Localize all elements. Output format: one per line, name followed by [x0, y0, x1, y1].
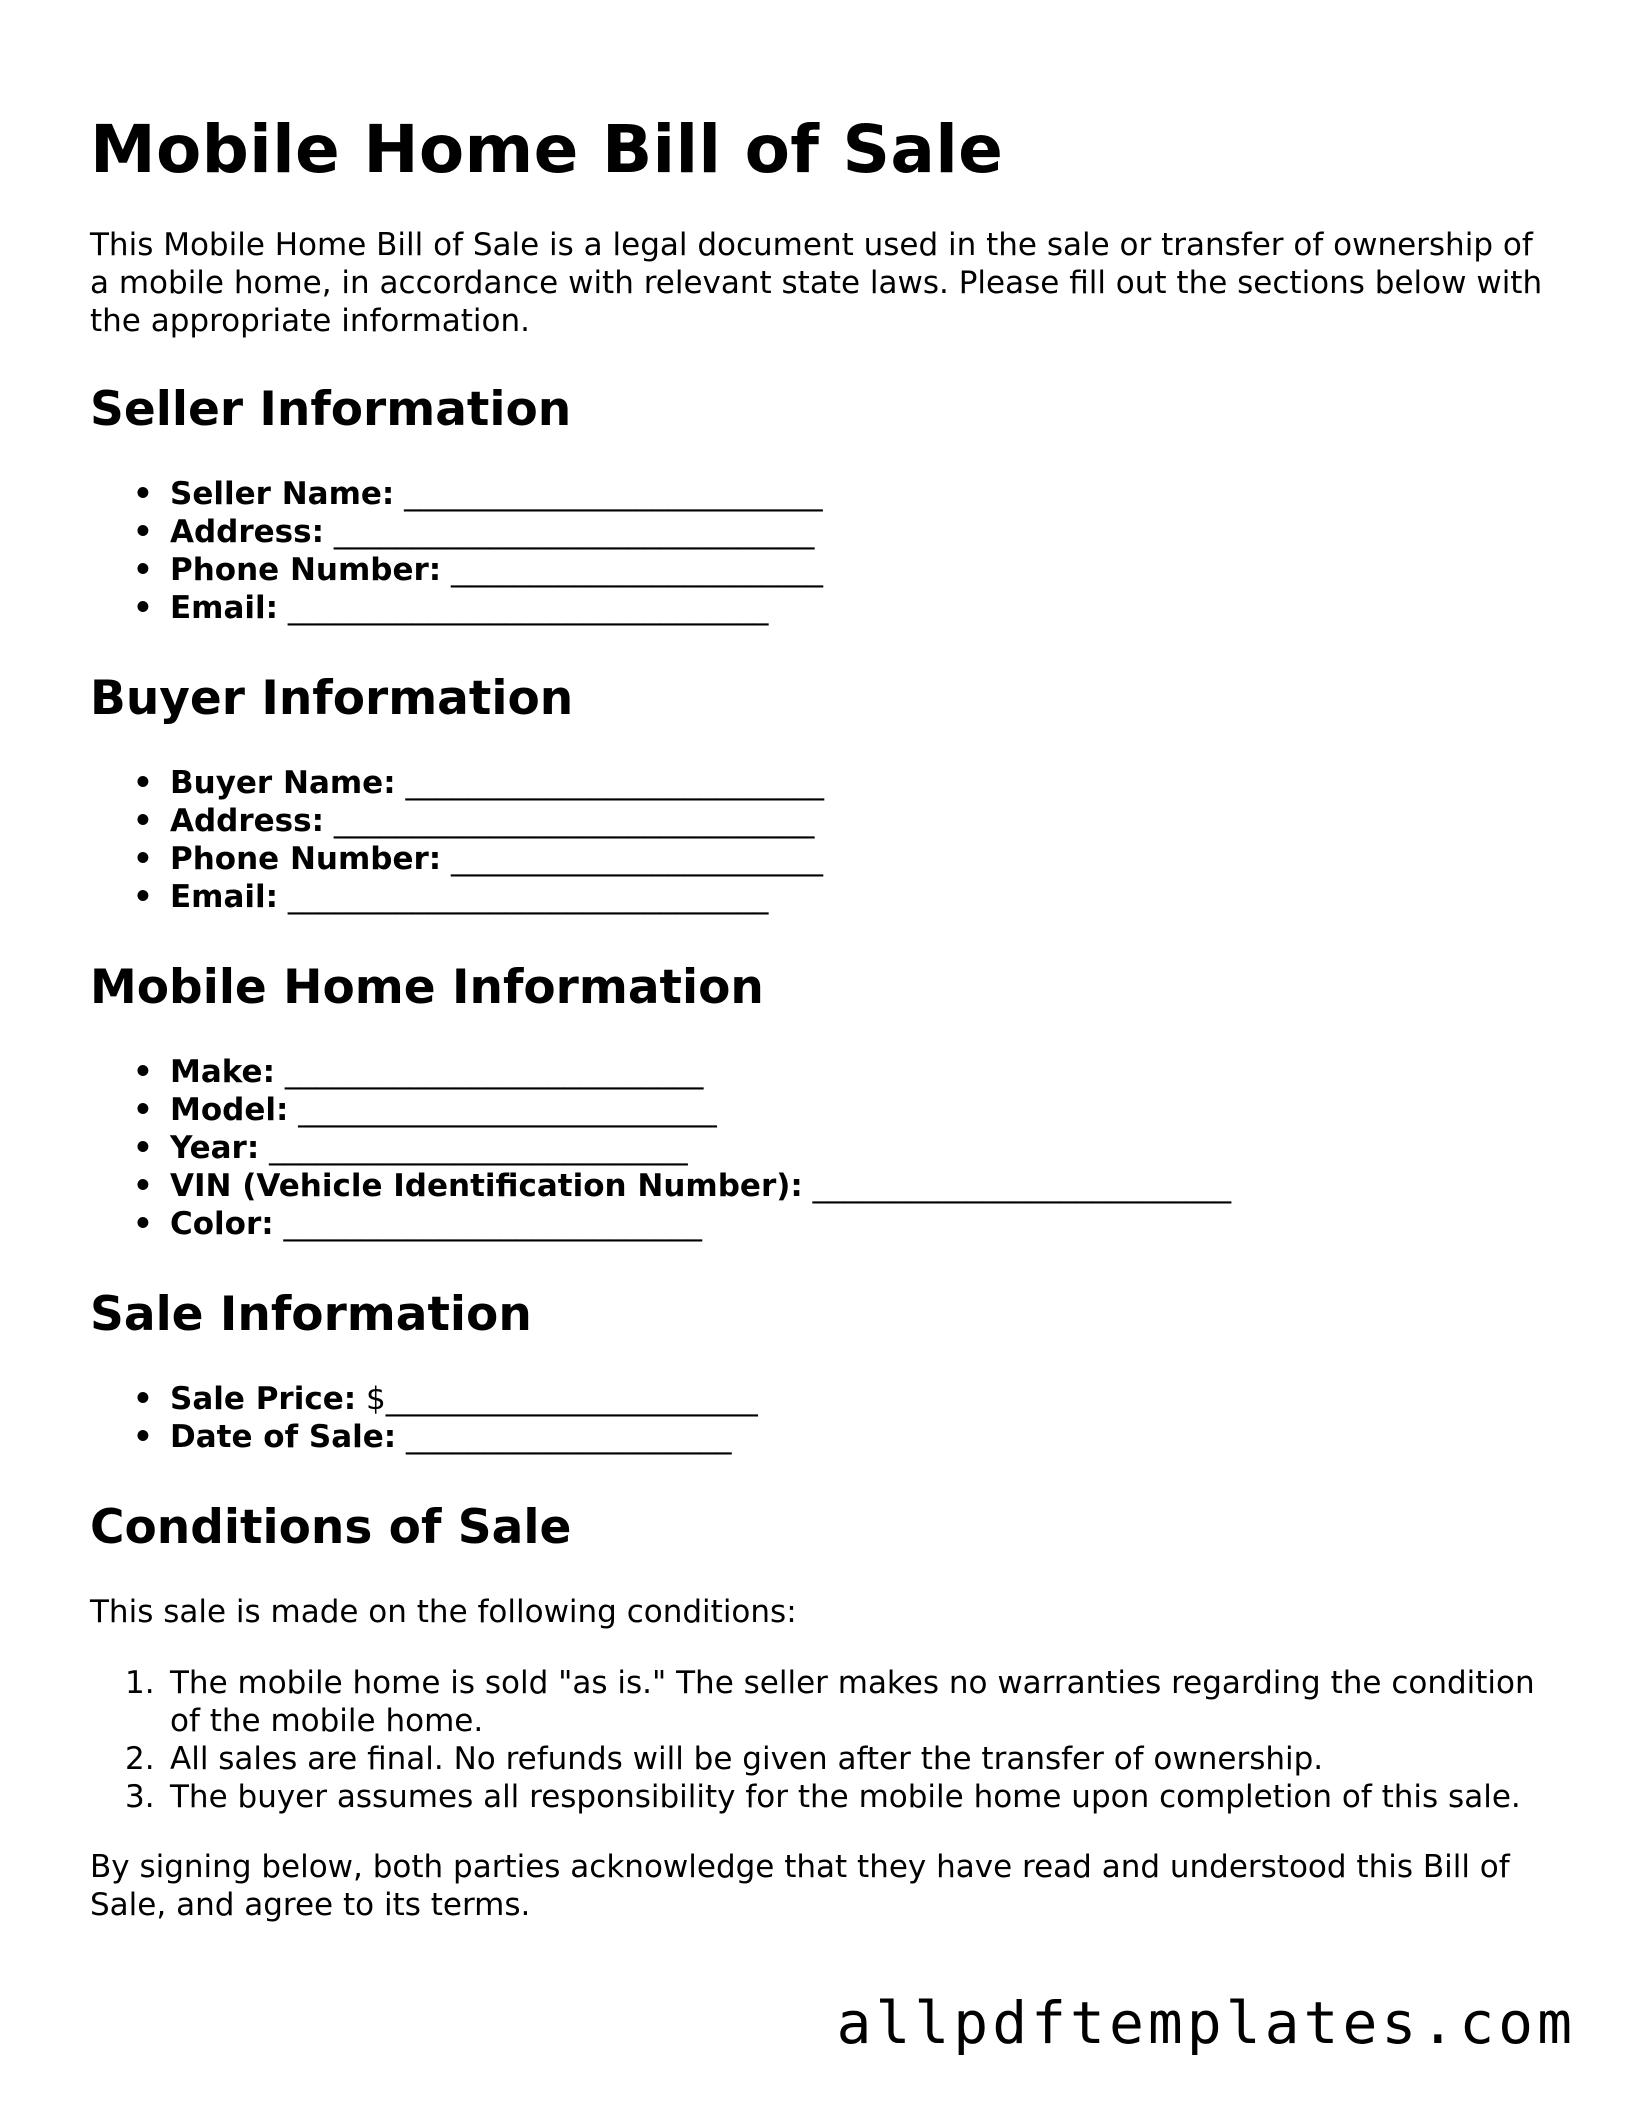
bullet-icon: •: [133, 1381, 153, 1417]
condition-item: [125, 1740, 1550, 1778]
bullet-icon: •: [133, 476, 153, 512]
field-label: Email:: [170, 879, 279, 915]
field-label: Address:: [170, 803, 324, 839]
bullet-icon: •: [133, 841, 153, 877]
field-label: Phone Number:: [170, 552, 442, 588]
bullet-icon: •: [133, 590, 153, 626]
field-label: Make:: [170, 1054, 275, 1090]
mobile-home-field-list: [90, 1053, 1550, 1243]
buyer-name-field: [133, 764, 1550, 802]
bullet-icon: •: [133, 1419, 153, 1455]
document-page: [90, 110, 1550, 1924]
field-blank[interactable]: _______________________________: [324, 514, 815, 550]
condition-item: [125, 1778, 1550, 1816]
field-label: VIN (Vehicle Identification Number):: [170, 1168, 803, 1204]
bullet-icon: •: [133, 1168, 153, 1204]
sale-date-field: [133, 1418, 1550, 1456]
seller-email-field: [133, 589, 1550, 627]
field-label: Buyer Name:: [170, 765, 396, 801]
seller-heading: Seller Information: [90, 382, 572, 437]
buyer-phone-field: [133, 840, 1550, 878]
sale-heading: Sale Information: [90, 1287, 532, 1342]
buyer-email-field: [133, 878, 1550, 916]
field-blank[interactable]: ___________________________: [395, 765, 824, 801]
mobile-home-heading: Mobile Home Information: [90, 960, 764, 1015]
intro-paragraph: This Mobile Home Bill of Sale is a legal document used in the sale or transfer of ownership of a mobile home, in accordance with relevant state laws. Please fill out the sections below with the appropriate information.: [90, 227, 1543, 339]
field-blank[interactable]: ___________________________: [394, 476, 823, 512]
field-label: Year:: [170, 1130, 260, 1166]
conditions-intro: This sale is made on the following conditions:: [90, 1594, 797, 1630]
field-blank[interactable]: ___________________________: [274, 1054, 704, 1090]
field-blank[interactable]: _______________________________: [278, 590, 769, 626]
closing-paragraph: By signing below, both parties acknowledge that they have read and understood this Bill of Sale, and agree to its terms.: [90, 1849, 1510, 1923]
buyer-address-field: [133, 802, 1550, 840]
page-title: Mobile Home Bill of Sale: [90, 111, 1004, 188]
bullet-icon: •: [133, 552, 153, 588]
buyer-heading: Buyer Information: [90, 671, 574, 726]
vin-field: [133, 1167, 1550, 1205]
sale-price-field: [133, 1380, 1550, 1418]
field-label: Model:: [170, 1092, 289, 1128]
condition-text: The buyer assumes all responsibility for the mobile home upon completion of this sale.: [170, 1779, 1521, 1815]
field-label: Address:: [170, 514, 324, 550]
bullet-icon: •: [133, 1206, 153, 1242]
make-field: [133, 1053, 1550, 1091]
field-blank[interactable]: ___________________________: [288, 1092, 717, 1128]
field-label: Color:: [170, 1206, 274, 1242]
condition-number: 3.: [125, 1779, 155, 1815]
field-blank[interactable]: ___________________________: [802, 1168, 1232, 1204]
model-field: [133, 1091, 1550, 1129]
bullet-icon: •: [133, 803, 153, 839]
bullet-icon: •: [133, 765, 153, 801]
condition-number: 2.: [125, 1741, 155, 1777]
conditions-list: [90, 1664, 1550, 1816]
bullet-icon: •: [133, 514, 153, 550]
field-blank[interactable]: ________________________: [441, 841, 824, 877]
field-blank[interactable]: _____________________: [396, 1419, 732, 1455]
color-field: [133, 1205, 1550, 1243]
year-field: [133, 1129, 1550, 1167]
condition-text: All sales are final. No refunds will be given after the transfer of ownership.: [170, 1741, 1324, 1777]
field-label: Sale Price:: [170, 1381, 357, 1417]
field-blank[interactable]: $________________________: [356, 1381, 758, 1417]
field-label: Phone Number:: [170, 841, 442, 877]
bullet-icon: •: [133, 1130, 153, 1166]
bullet-icon: •: [133, 879, 153, 915]
bullet-icon: •: [133, 1054, 153, 1090]
condition-item: [125, 1664, 1550, 1740]
field-blank[interactable]: ___________________________: [273, 1206, 703, 1242]
field-label: Email:: [170, 590, 279, 626]
conditions-heading: Conditions of Sale: [90, 1500, 572, 1555]
condition-number: 1.: [125, 1665, 155, 1701]
field-label: Seller Name:: [170, 476, 395, 512]
field-label: Date of Sale:: [170, 1419, 397, 1455]
field-blank[interactable]: _______________________________: [324, 803, 815, 839]
field-blank[interactable]: ________________________: [441, 552, 824, 588]
bullet-icon: •: [133, 1092, 153, 1128]
seller-name-field: [133, 475, 1550, 513]
watermark: allpdftemplates.com: [836, 1989, 1576, 2057]
seller-address-field: [133, 513, 1550, 551]
sale-field-list: [90, 1380, 1550, 1456]
field-blank[interactable]: _______________________________: [278, 879, 769, 915]
field-blank[interactable]: ___________________________: [259, 1130, 688, 1166]
seller-field-list: [90, 475, 1550, 627]
condition-text: The mobile home is sold "as is." The seller makes no warranties regarding the condition of the mobile home.: [170, 1665, 1535, 1739]
seller-phone-field: [133, 551, 1550, 589]
buyer-field-list: [90, 764, 1550, 916]
